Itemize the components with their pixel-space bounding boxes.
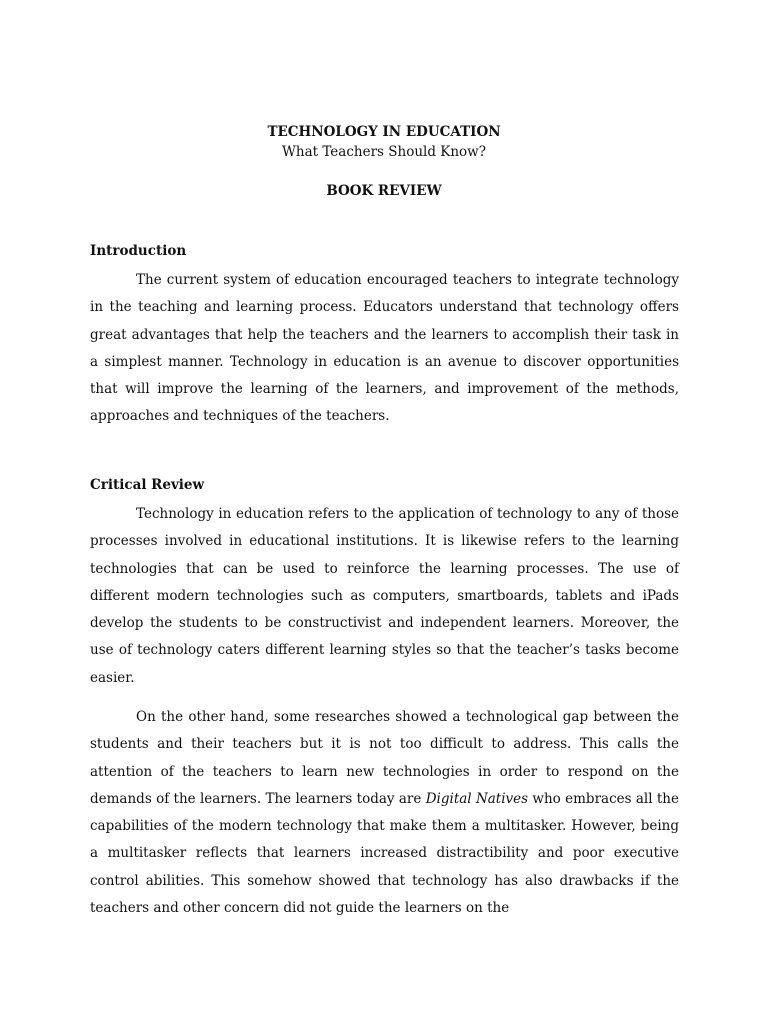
introduction-paragraph: The current system of education encouraged teachers to integrate technology in the teaching and learning process. Educators understand that technology offers great advantages that help the teachers and the learners to accomplish their task in a simplest manner. Technology in education is an avenue to discover opportunities that will improve the learning of the learners, and improvement of the methods, approaches and techniques of the teachers. [90, 272, 679, 425]
critical-review-paragraph-2 [90, 704, 679, 922]
paragraph-text: who embraces all the capabilities of the modern technology that make them a multitasker. However, being a multitasker reflects that learners increased distractibility and poor executive control abilities. This somehow showed that technology has also drawbacks if the teachers and other concern did not guide the learners on the [90, 790, 679, 917]
paragraph-text: On the other hand, some researches showed a technological gap between the students and their teachers but it is not too difficult to address. This calls the attention of the teachers to learn new technologies in order to respond on the demands of the learners. The learners today are [90, 709, 679, 807]
document-subtitle: What Teachers Should Know? [282, 144, 486, 160]
document-label: BOOK REVIEW [326, 183, 442, 199]
introduction-heading: Introduction [90, 243, 187, 259]
critical-review-heading: Critical Review [90, 477, 205, 493]
emphasized-term: Digital Natives [425, 790, 529, 807]
critical-review-paragraph-1: Technology in education refers to the application of technology to any of those processes involved in educational institutions. It is likewise refers to the learning technologies that can be used to reinforce the learning processes. The use of different modern technologies such as computers, smartboards, tablets and iPads develop the students to be constructivist and independent learners. Moreover, the use of technology caters different learning styles so that the teacher’s tasks become easier. [90, 506, 679, 686]
document-title: TECHNOLOGY IN EDUCATION [267, 124, 501, 140]
